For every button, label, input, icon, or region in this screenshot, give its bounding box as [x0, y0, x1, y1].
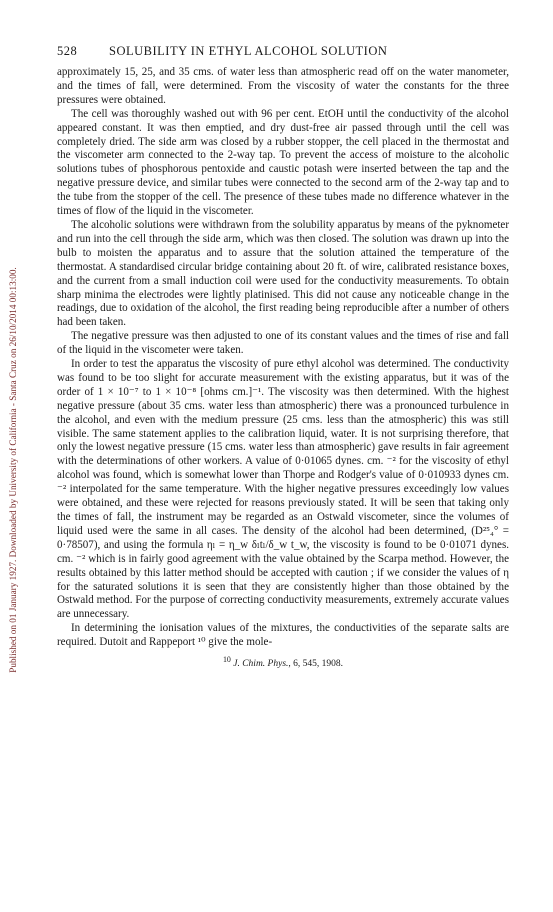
paragraph: The negative pressure was then adjusted to one of its constant values and the times of rise and fall of the liquid in the viscometer were taken. — [57, 330, 509, 357]
footnote-marker: 10 — [222, 655, 231, 665]
body-text — [57, 66, 509, 650]
paragraph: The alcoholic solutions were withdrawn from the solubility apparatus by means of the pyknometer and run into the cell through the side arm, which was then closed. The solution was drawn up into the bulb to moisten the apparatus and to assure that the solution attained the temperature of the thermostat. A standardised circular bridge containing about 20 ft. of wire, calibrated resistance boxes, and the current from a small induction coil were used for the conductivity measurements. To obtain sharp minima the electrodes were lightly platinised. This did not cause any noticeable change in the readings, due to oxidation of the alcohol, the first reading being reproducible after a number of others had been taken. — [57, 218, 509, 329]
download-notice: Published on 01 January 1927. Downloaded by University of California - Santa Cruz on 26/10/2014 00:13:00. — [8, 267, 18, 673]
paragraph: In determining the ionisation values of the mixtures, the conductivities of the separate salts are required. Dutoit and Rappeport ¹⁰ give the mole- — [57, 622, 509, 649]
page-number: 528 — [57, 44, 78, 58]
paragraph: approximately 15, 25, and 35 cms. of water less than atmospheric read off on the water manometer, and the times of fall, were determined. From the viscosity of water the constants for the three pressures were obtained. — [57, 66, 509, 106]
footnote-journal: J. Chim. Phys. — [233, 659, 289, 670]
paragraph: The cell was thoroughly washed out with 96 per cent. EtOH until the conductivity of the alcohol appeared constant. It was then emptied, and dry dust-free air passed through until the cell was completely dried. The side arm was closed by a rubber stopper, the cell placed in the thermostat and the viscometer arm connected to the 2-way tap. To prevent the access of moisture to the alcoholic solutions tubes of phosphorous pentoxide and caustic potash were inserted between the tap and the negative pressure device, and similar tubes were connected to the second arm of the 2-way tap and to the tube from the stopper of the cell. The presence of these tubes made no difference whatever in the times of flow of the liquid in the viscometer. — [57, 107, 509, 218]
running-title: SOLUBILITY IN ETHYL ALCOHOL SOLUTION — [109, 44, 388, 58]
download-watermark — [0, 0, 26, 912]
running-header — [57, 44, 509, 59]
footnote-details: , 6, 545, 1908. — [288, 659, 344, 670]
paragraph: In order to test the apparatus the viscosity of pure ethyl alcohol was determined. The conductivity was found to be too slight for accurate measurement with the existing apparatus, but it was of the order of 1 × 10⁻⁷ to 1 × 10⁻⁸ [ohms cm.]⁻¹. The viscosity was then determined. With the highest negative pressure (about 35 cms. water less than atmospheric) there was a pronounced turbulence in the alcohol, and even with the medium pressure (25 cms. less than the atmospheric) this was still visible. The same statement applies to the calibration liquid, water. It is not surprising therefore, that only the lowest negative pressure (15 cms. water less than atmospheric) gave results in fair agreement with the determinations of other workers. A value of 0·01065 dynes. cm. ⁻² for the viscosity of ethyl alcohol was found, which is somewhat lower than Thorpe and Rodger's value of 0·010933 dynes cm. ⁻² interpolated for the same temperature. With the higher negative pressures exceedingly low values were obtained, and these were rejected for reasons previously stated. It will be seen that taking only the times of fall, the instrument may be regarded as an Ostwald viscometer, since the volumes of liquid used were the same in all cases. The density of the alcohol had been determined, (D²⁵₄° = 0·78507), and using the formula ηₗ = η_w δₗtₗ/δ_w t_w, the viscosity is found to be 0·01071 dynes. cm. ⁻² which is in fairly good agreement with the value obtained by the Scarpa method. However, the results obtained by this latter method should be accepted with caution ; if we consider the values of η for the saturated solutions it is seen that they are consistently higher than those obtained by the Ostwald method. For the purpose of correcting conductivity measurements, extremely accurate values are unnecessary. — [57, 358, 509, 621]
journal-page — [57, 44, 509, 670]
footnote — [57, 654, 509, 670]
